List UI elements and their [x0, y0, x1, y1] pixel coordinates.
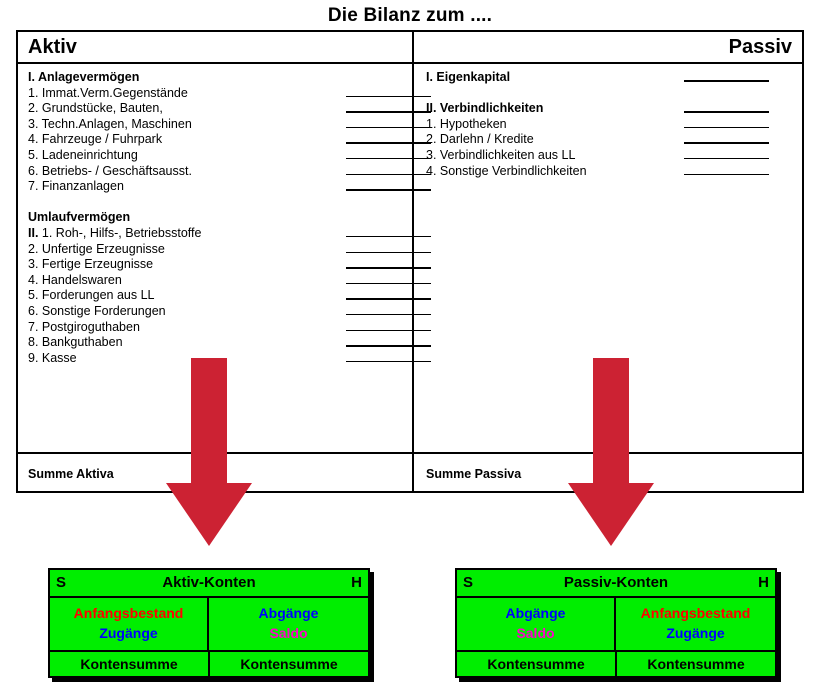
amount-blank-rule — [346, 236, 431, 238]
balance-line-label: 2. Darlehn / Kredite — [426, 132, 534, 147]
soll-label: S — [56, 574, 67, 591]
summe-passiva-label: Summe Passiva — [426, 467, 522, 481]
passiv-haben-line2: Zugänge — [666, 625, 725, 641]
passiv-item-list — [426, 70, 802, 179]
amount-blank-rule — [684, 142, 769, 144]
passiv-konten-body — [457, 598, 775, 652]
balance-line-label: 1. Immat.Verm.Gegenstände — [28, 85, 188, 100]
aktiv-soll-line2: Zugänge — [99, 625, 158, 641]
amount-blank-rule — [346, 252, 431, 254]
aktiv-konten-title: Aktiv-Konten — [162, 574, 256, 591]
balance-line — [28, 148, 408, 164]
amount-blank-rule — [684, 174, 769, 176]
amount-blank-rule — [346, 330, 431, 332]
balance-line-label: 4. Handelswaren — [28, 272, 122, 287]
balance-line — [426, 101, 802, 117]
aktiv-haben-line1: Abgänge — [258, 605, 319, 621]
arrow-down-passiv-icon — [568, 358, 654, 548]
passiv-konten-header — [457, 570, 775, 598]
balance-line — [28, 335, 408, 351]
passiv-foot-right: Kontensumme — [647, 656, 745, 672]
arrow-shaft — [191, 358, 227, 488]
summe-aktiva-label: Summe Aktiva — [28, 467, 114, 481]
amount-blank-rule — [346, 174, 431, 176]
amount-blank-rule — [346, 158, 431, 160]
passiv-soll-line2: Saldo — [516, 625, 555, 641]
balance-line — [28, 179, 408, 195]
aktiv-haben-line2: Saldo — [269, 625, 308, 641]
balance-line-label: I. Eigenkapital — [426, 70, 511, 84]
amount-blank-rule — [346, 127, 431, 129]
amount-blank-rule — [346, 142, 431, 144]
balance-line — [28, 273, 408, 289]
balance-line-label: 4. Sonstige Verbindlichkeiten — [426, 163, 587, 178]
balance-line-label: Umlaufvermögen — [28, 210, 131, 225]
balance-line — [28, 288, 408, 304]
passiv-header: Passiv — [728, 36, 792, 58]
balance-line — [426, 70, 802, 86]
amount-blank-rule — [684, 111, 769, 113]
balance-line — [28, 210, 408, 226]
balance-line-label: 5. Ladeneinrichtung — [28, 147, 138, 162]
amount-blank-rule — [346, 298, 431, 300]
balance-line-label: 9. Kasse — [28, 350, 77, 365]
amount-blank-rule — [346, 111, 431, 113]
balance-line — [28, 195, 408, 211]
haben-label: H — [351, 574, 362, 591]
passiv-haben-line1: Anfangsbestand — [640, 605, 751, 621]
aktiv-item-list — [28, 70, 408, 366]
summary-divider — [18, 452, 802, 454]
balance-line — [28, 70, 408, 86]
amount-blank-rule — [684, 127, 769, 129]
amount-blank-rule — [346, 189, 431, 191]
balance-line — [426, 132, 802, 148]
amount-blank-rule — [346, 314, 431, 316]
balance-line-label: 3. Fertige Erzeugnisse — [28, 257, 154, 272]
passiv-konten-footer — [457, 652, 775, 676]
aktiv-soll-cell — [50, 598, 209, 650]
balance-line — [426, 164, 802, 180]
balance-line — [28, 132, 408, 148]
balance-line — [426, 148, 802, 164]
balance-line-label: II. Verbindlichkeiten — [426, 101, 544, 116]
balance-line — [426, 86, 802, 102]
balance-line-label: 3. Techn.Anlagen, Maschinen — [28, 116, 192, 131]
balance-line-label: 5. Forderungen aus LL — [28, 288, 155, 303]
passiv-soll-line1: Abgänge — [505, 605, 566, 621]
balance-line — [28, 304, 408, 320]
balance-line-lead: II. — [28, 225, 42, 240]
balance-line-label: 8. Bankguthaben — [28, 335, 123, 350]
balance-line-label: I. Anlagevermögen — [28, 70, 140, 84]
aktiv-soll-line1: Anfangsbestand — [73, 605, 184, 621]
passiv-foot-left: Kontensumme — [457, 652, 617, 676]
balance-line — [28, 86, 408, 102]
balance-line — [28, 226, 408, 242]
balance-line-label: 6. Sonstige Forderungen — [28, 303, 166, 318]
balance-line-label: 1. Hypotheken — [426, 116, 507, 131]
arrow-head — [568, 483, 654, 546]
amount-blank-rule — [684, 80, 769, 82]
balance-line-label: 7. Finanzanlagen — [28, 179, 124, 194]
amount-blank-rule — [346, 96, 431, 98]
balance-line-label: 6. Betriebs- / Geschäftsausst. — [28, 163, 192, 178]
balance-line-label: 3. Verbindlichkeiten aus LL — [426, 147, 576, 162]
aktiv-konten-table — [48, 568, 370, 678]
balance-line-label: 2. Unfertige Erzeugnisse — [28, 241, 165, 256]
balance-line — [28, 320, 408, 336]
aktiv-header: Aktiv — [28, 36, 77, 58]
balance-line — [28, 101, 408, 117]
aktiv-foot-right: Kontensumme — [240, 656, 338, 672]
balance-line-label: 7. Postgiroguthaben — [28, 319, 140, 334]
balance-sheet-table — [16, 30, 804, 493]
passiv-konten-title: Passiv-Konten — [563, 574, 669, 591]
vertical-divider — [412, 32, 414, 491]
amount-blank-rule — [346, 361, 431, 363]
page-title: Die Bilanz zum .... — [327, 5, 493, 26]
passiv-soll-cell — [457, 598, 616, 650]
aktiv-foot-left: Kontensumme — [50, 652, 210, 676]
aktiv-konten-footer — [50, 652, 368, 676]
balance-line-label: 4. Fahrzeuge / Fuhrpark — [28, 132, 163, 147]
amount-blank-rule — [684, 158, 769, 160]
balance-line — [426, 117, 802, 133]
aktiv-haben-cell — [209, 598, 368, 650]
balance-line-label: 2. Grundstücke, Bauten, — [28, 101, 163, 116]
balance-line — [28, 257, 408, 273]
haben-label: H — [758, 574, 769, 591]
passiv-konten-table — [455, 568, 777, 678]
amount-blank-rule — [346, 283, 431, 285]
amount-blank-rule — [346, 345, 431, 347]
soll-label: S — [463, 574, 474, 591]
balance-line — [28, 117, 408, 133]
header-divider — [18, 62, 802, 64]
arrow-down-aktiv-icon — [166, 358, 252, 548]
arrow-head — [166, 483, 252, 546]
balance-line — [28, 242, 408, 258]
arrow-shaft — [593, 358, 629, 488]
passiv-haben-cell — [616, 598, 775, 650]
amount-blank-rule — [346, 267, 431, 269]
aktiv-konten-body — [50, 598, 368, 652]
balance-line — [28, 164, 408, 180]
aktiv-konten-header — [50, 570, 368, 598]
balance-line-label: II. 1. Roh-, Hilfs-, Betriebsstoffe — [28, 225, 202, 240]
